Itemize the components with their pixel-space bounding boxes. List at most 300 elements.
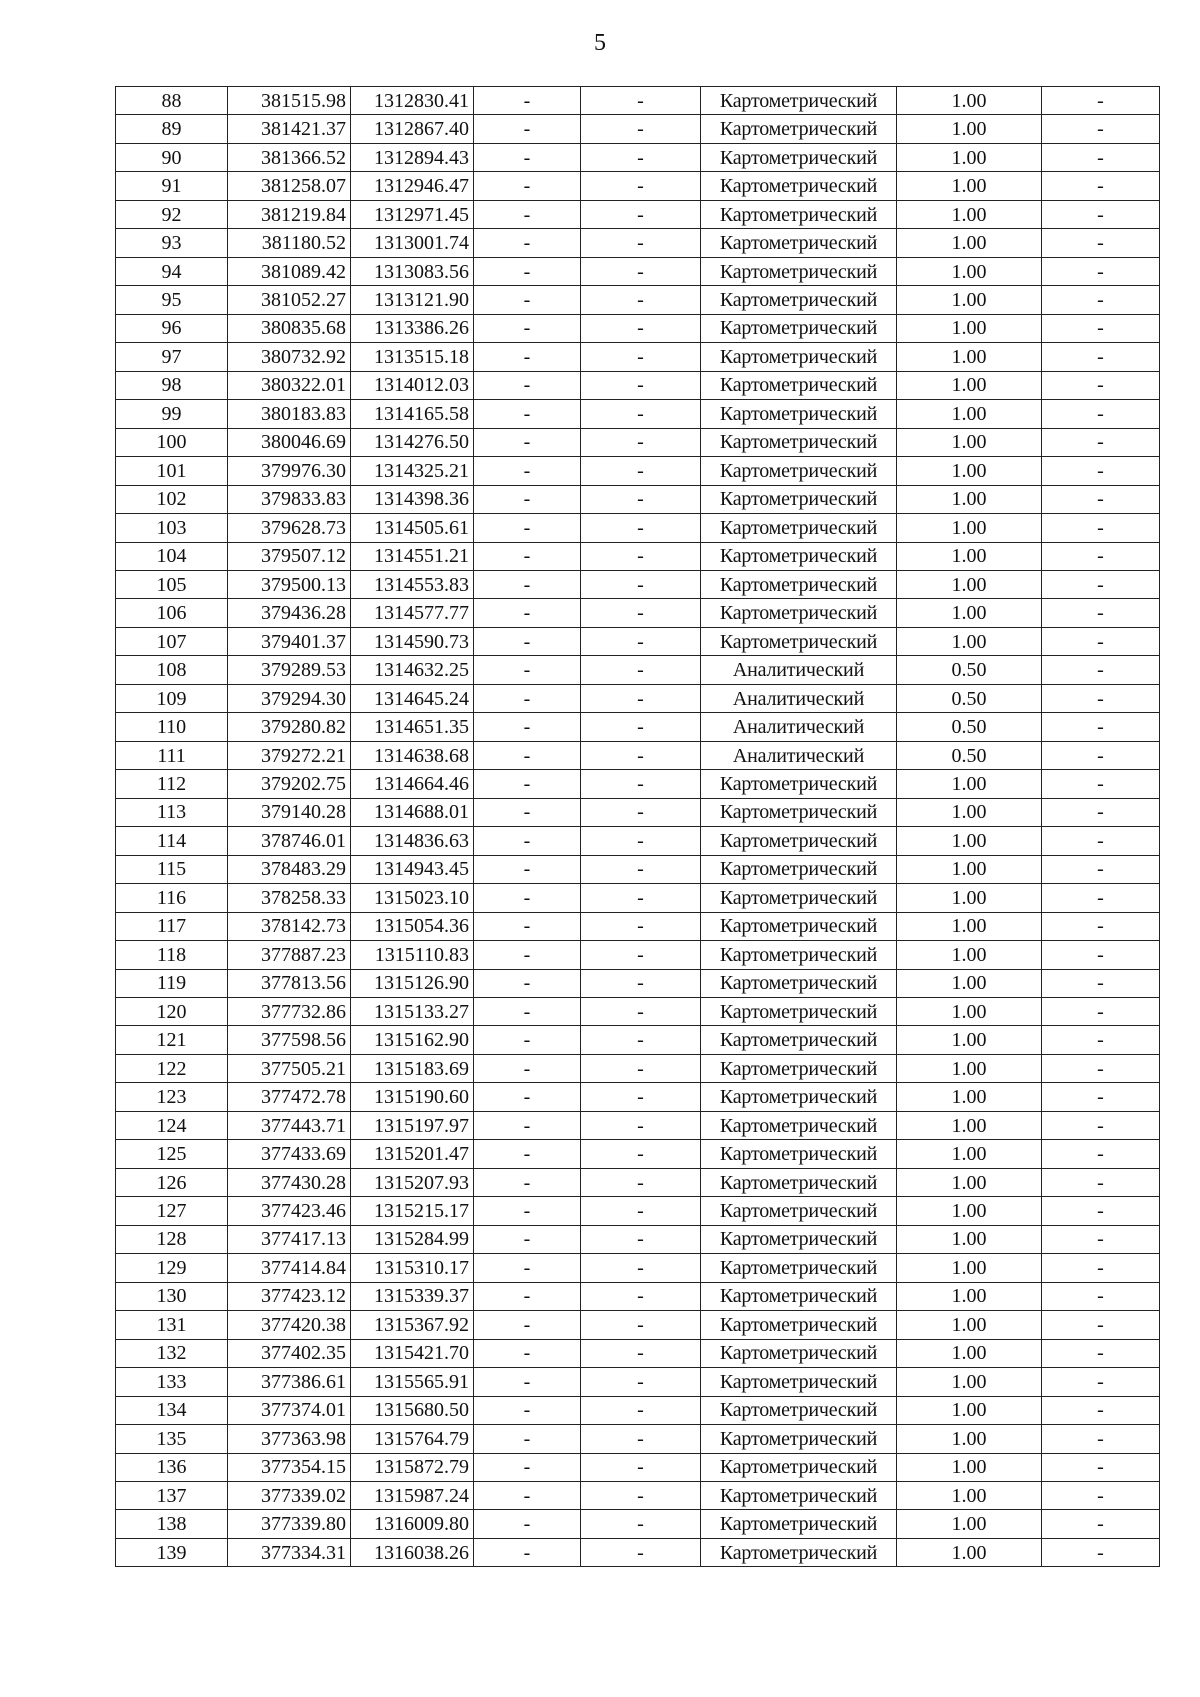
empty-cell-3: - (1042, 87, 1160, 115)
empty-cell-3: - (1042, 713, 1160, 741)
method-cell: Картометрический (701, 1054, 897, 1082)
empty-cell-1: - (474, 1538, 581, 1566)
empty-cell-3: - (1042, 542, 1160, 570)
y-coordinate-cell: 1315764.79 (351, 1425, 474, 1453)
accuracy-cell: 0.50 (897, 713, 1042, 741)
empty-cell-1: - (474, 599, 581, 627)
y-coordinate-cell: 1313515.18 (351, 343, 474, 371)
empty-cell-2: - (581, 314, 701, 342)
empty-cell-1: - (474, 570, 581, 598)
accuracy-cell: 1.00 (897, 542, 1042, 570)
table-row (116, 1538, 1160, 1566)
empty-cell-2: - (581, 713, 701, 741)
point-number-cell: 111 (116, 741, 228, 769)
method-cell: Аналитический (701, 656, 897, 684)
table-row (116, 1396, 1160, 1424)
point-number-cell: 105 (116, 570, 228, 598)
empty-cell-3: - (1042, 343, 1160, 371)
x-coordinate-cell: 379436.28 (228, 599, 351, 627)
empty-cell-1: - (474, 855, 581, 883)
point-number-cell: 133 (116, 1368, 228, 1396)
empty-cell-2: - (581, 969, 701, 997)
method-cell: Картометрический (701, 343, 897, 371)
y-coordinate-cell: 1314836.63 (351, 827, 474, 855)
x-coordinate-cell: 379507.12 (228, 542, 351, 570)
empty-cell-2: - (581, 1111, 701, 1139)
x-coordinate-cell: 377423.46 (228, 1197, 351, 1225)
empty-cell-3: - (1042, 1339, 1160, 1367)
x-coordinate-cell: 379289.53 (228, 656, 351, 684)
table-row (116, 1083, 1160, 1111)
empty-cell-3: - (1042, 200, 1160, 228)
empty-cell-3: - (1042, 229, 1160, 257)
point-number-cell: 116 (116, 884, 228, 912)
table-row (116, 798, 1160, 826)
table-row (116, 143, 1160, 171)
y-coordinate-cell: 1314551.21 (351, 542, 474, 570)
method-cell: Картометрический (701, 1311, 897, 1339)
accuracy-cell: 1.00 (897, 514, 1042, 542)
accuracy-cell: 1.00 (897, 1254, 1042, 1282)
empty-cell-2: - (581, 570, 701, 598)
coordinates-table (115, 86, 1160, 1567)
empty-cell-3: - (1042, 1140, 1160, 1168)
empty-cell-3: - (1042, 884, 1160, 912)
x-coordinate-cell: 379140.28 (228, 798, 351, 826)
empty-cell-1: - (474, 1481, 581, 1509)
y-coordinate-cell: 1315201.47 (351, 1140, 474, 1168)
x-coordinate-cell: 380183.83 (228, 400, 351, 428)
empty-cell-1: - (474, 1453, 581, 1481)
empty-cell-1: - (474, 314, 581, 342)
empty-cell-3: - (1042, 656, 1160, 684)
empty-cell-1: - (474, 770, 581, 798)
empty-cell-2: - (581, 1083, 701, 1111)
method-cell: Картометрический (701, 1425, 897, 1453)
empty-cell-3: - (1042, 998, 1160, 1026)
accuracy-cell: 1.00 (897, 172, 1042, 200)
table-row (116, 827, 1160, 855)
empty-cell-2: - (581, 1140, 701, 1168)
y-coordinate-cell: 1314165.58 (351, 400, 474, 428)
empty-cell-2: - (581, 912, 701, 940)
x-coordinate-cell: 379628.73 (228, 514, 351, 542)
y-coordinate-cell: 1314664.46 (351, 770, 474, 798)
x-coordinate-cell: 378258.33 (228, 884, 351, 912)
y-coordinate-cell: 1314688.01 (351, 798, 474, 826)
x-coordinate-cell: 380046.69 (228, 428, 351, 456)
x-coordinate-cell: 377374.01 (228, 1396, 351, 1424)
point-number-cell: 117 (116, 912, 228, 940)
x-coordinate-cell: 377472.78 (228, 1083, 351, 1111)
x-coordinate-cell: 379500.13 (228, 570, 351, 598)
empty-cell-2: - (581, 172, 701, 200)
table-row (116, 172, 1160, 200)
y-coordinate-cell: 1315023.10 (351, 884, 474, 912)
accuracy-cell: 1.00 (897, 229, 1042, 257)
table-row (116, 343, 1160, 371)
x-coordinate-cell: 377386.61 (228, 1368, 351, 1396)
method-cell: Картометрический (701, 229, 897, 257)
y-coordinate-cell: 1315339.37 (351, 1282, 474, 1310)
empty-cell-1: - (474, 1396, 581, 1424)
table-row (116, 1254, 1160, 1282)
y-coordinate-cell: 1315215.17 (351, 1197, 474, 1225)
y-coordinate-cell: 1314943.45 (351, 855, 474, 883)
method-cell: Картометрический (701, 1481, 897, 1509)
y-coordinate-cell: 1315126.90 (351, 969, 474, 997)
empty-cell-2: - (581, 286, 701, 314)
empty-cell-3: - (1042, 798, 1160, 826)
method-cell: Картометрический (701, 286, 897, 314)
x-coordinate-cell: 381180.52 (228, 229, 351, 257)
x-coordinate-cell: 377414.84 (228, 1254, 351, 1282)
method-cell: Картометрический (701, 884, 897, 912)
point-number-cell: 130 (116, 1282, 228, 1310)
y-coordinate-cell: 1314276.50 (351, 428, 474, 456)
point-number-cell: 106 (116, 599, 228, 627)
point-number-cell: 94 (116, 257, 228, 285)
point-number-cell: 103 (116, 514, 228, 542)
method-cell: Картометрический (701, 998, 897, 1026)
empty-cell-3: - (1042, 1453, 1160, 1481)
point-number-cell: 136 (116, 1453, 228, 1481)
empty-cell-2: - (581, 115, 701, 143)
x-coordinate-cell: 379202.75 (228, 770, 351, 798)
coordinates-table-body (116, 87, 1160, 1567)
point-number-cell: 118 (116, 941, 228, 969)
point-number-cell: 138 (116, 1510, 228, 1538)
empty-cell-1: - (474, 1168, 581, 1196)
empty-cell-2: - (581, 941, 701, 969)
empty-cell-2: - (581, 827, 701, 855)
point-number-cell: 90 (116, 143, 228, 171)
empty-cell-2: - (581, 627, 701, 655)
empty-cell-2: - (581, 485, 701, 513)
accuracy-cell: 1.00 (897, 1026, 1042, 1054)
x-coordinate-cell: 377334.31 (228, 1538, 351, 1566)
y-coordinate-cell: 1315183.69 (351, 1054, 474, 1082)
x-coordinate-cell: 377339.02 (228, 1481, 351, 1509)
empty-cell-3: - (1042, 172, 1160, 200)
x-coordinate-cell: 381089.42 (228, 257, 351, 285)
accuracy-cell: 1.00 (897, 1083, 1042, 1111)
empty-cell-1: - (474, 87, 581, 115)
empty-cell-2: - (581, 229, 701, 257)
table-row (116, 400, 1160, 428)
y-coordinate-cell: 1313386.26 (351, 314, 474, 342)
point-number-cell: 131 (116, 1311, 228, 1339)
x-coordinate-cell: 377887.23 (228, 941, 351, 969)
empty-cell-2: - (581, 1168, 701, 1196)
method-cell: Картометрический (701, 314, 897, 342)
empty-cell-1: - (474, 1425, 581, 1453)
empty-cell-3: - (1042, 741, 1160, 769)
point-number-cell: 102 (116, 485, 228, 513)
x-coordinate-cell: 379272.21 (228, 741, 351, 769)
point-number-cell: 109 (116, 684, 228, 712)
accuracy-cell: 1.00 (897, 1197, 1042, 1225)
y-coordinate-cell: 1315197.97 (351, 1111, 474, 1139)
accuracy-cell: 1.00 (897, 1453, 1042, 1481)
accuracy-cell: 1.00 (897, 570, 1042, 598)
table-row (116, 1054, 1160, 1082)
x-coordinate-cell: 381421.37 (228, 115, 351, 143)
empty-cell-2: - (581, 884, 701, 912)
empty-cell-3: - (1042, 115, 1160, 143)
empty-cell-3: - (1042, 855, 1160, 883)
empty-cell-2: - (581, 428, 701, 456)
table-row (116, 627, 1160, 655)
empty-cell-3: - (1042, 1168, 1160, 1196)
accuracy-cell: 1.00 (897, 969, 1042, 997)
table-row (116, 1026, 1160, 1054)
point-number-cell: 95 (116, 286, 228, 314)
accuracy-cell: 1.00 (897, 1225, 1042, 1253)
point-number-cell: 137 (116, 1481, 228, 1509)
empty-cell-2: - (581, 770, 701, 798)
x-coordinate-cell: 377420.38 (228, 1311, 351, 1339)
empty-cell-1: - (474, 884, 581, 912)
y-coordinate-cell: 1314577.77 (351, 599, 474, 627)
accuracy-cell: 1.00 (897, 1481, 1042, 1509)
point-number-cell: 134 (116, 1396, 228, 1424)
table-row (116, 1368, 1160, 1396)
y-coordinate-cell: 1313083.56 (351, 257, 474, 285)
table-row (116, 570, 1160, 598)
accuracy-cell: 1.00 (897, 1311, 1042, 1339)
x-coordinate-cell: 378142.73 (228, 912, 351, 940)
method-cell: Картометрический (701, 827, 897, 855)
accuracy-cell: 1.00 (897, 770, 1042, 798)
empty-cell-1: - (474, 1311, 581, 1339)
empty-cell-1: - (474, 656, 581, 684)
method-cell: Картометрический (701, 1197, 897, 1225)
empty-cell-2: - (581, 684, 701, 712)
empty-cell-1: - (474, 514, 581, 542)
table-row (116, 1168, 1160, 1196)
x-coordinate-cell: 377813.56 (228, 969, 351, 997)
method-cell: Картометрический (701, 143, 897, 171)
x-coordinate-cell: 381258.07 (228, 172, 351, 200)
y-coordinate-cell: 1314645.24 (351, 684, 474, 712)
method-cell: Картометрический (701, 969, 897, 997)
method-cell: Картометрический (701, 1168, 897, 1196)
x-coordinate-cell: 377732.86 (228, 998, 351, 1026)
point-number-cell: 98 (116, 371, 228, 399)
empty-cell-3: - (1042, 1111, 1160, 1139)
empty-cell-3: - (1042, 1481, 1160, 1509)
empty-cell-3: - (1042, 627, 1160, 655)
accuracy-cell: 1.00 (897, 1140, 1042, 1168)
empty-cell-1: - (474, 969, 581, 997)
y-coordinate-cell: 1315207.93 (351, 1168, 474, 1196)
accuracy-cell: 1.00 (897, 371, 1042, 399)
accuracy-cell: 0.50 (897, 656, 1042, 684)
point-number-cell: 115 (116, 855, 228, 883)
empty-cell-1: - (474, 1111, 581, 1139)
method-cell: Аналитический (701, 684, 897, 712)
empty-cell-3: - (1042, 599, 1160, 627)
point-number-cell: 128 (116, 1225, 228, 1253)
method-cell: Картометрический (701, 457, 897, 485)
table-row (116, 1510, 1160, 1538)
empty-cell-1: - (474, 798, 581, 826)
method-cell: Картометрический (701, 371, 897, 399)
empty-cell-3: - (1042, 371, 1160, 399)
table-row (116, 1225, 1160, 1253)
empty-cell-1: - (474, 684, 581, 712)
x-coordinate-cell: 377363.98 (228, 1425, 351, 1453)
point-number-cell: 88 (116, 87, 228, 115)
empty-cell-1: - (474, 428, 581, 456)
method-cell: Картометрический (701, 912, 897, 940)
method-cell: Картометрический (701, 798, 897, 826)
empty-cell-1: - (474, 1054, 581, 1082)
empty-cell-1: - (474, 542, 581, 570)
x-coordinate-cell: 381052.27 (228, 286, 351, 314)
empty-cell-3: - (1042, 143, 1160, 171)
table-row (116, 1311, 1160, 1339)
table-row (116, 1140, 1160, 1168)
point-number-cell: 113 (116, 798, 228, 826)
point-number-cell: 107 (116, 627, 228, 655)
accuracy-cell: 1.00 (897, 1368, 1042, 1396)
y-coordinate-cell: 1314638.68 (351, 741, 474, 769)
table-row (116, 969, 1160, 997)
empty-cell-2: - (581, 656, 701, 684)
empty-cell-1: - (474, 286, 581, 314)
point-number-cell: 122 (116, 1054, 228, 1082)
method-cell: Картометрический (701, 1368, 897, 1396)
accuracy-cell: 1.00 (897, 286, 1042, 314)
empty-cell-2: - (581, 1339, 701, 1367)
point-number-cell: 119 (116, 969, 228, 997)
empty-cell-2: - (581, 1254, 701, 1282)
empty-cell-3: - (1042, 1425, 1160, 1453)
accuracy-cell: 1.00 (897, 1054, 1042, 1082)
empty-cell-1: - (474, 998, 581, 1026)
point-number-cell: 112 (116, 770, 228, 798)
table-row (116, 514, 1160, 542)
point-number-cell: 93 (116, 229, 228, 257)
table-row (116, 1425, 1160, 1453)
method-cell: Картометрический (701, 941, 897, 969)
method-cell: Картометрический (701, 172, 897, 200)
table-row (116, 770, 1160, 798)
method-cell: Картометрический (701, 1453, 897, 1481)
accuracy-cell: 1.00 (897, 1425, 1042, 1453)
accuracy-cell: 1.00 (897, 941, 1042, 969)
point-number-cell: 121 (116, 1026, 228, 1054)
accuracy-cell: 1.00 (897, 257, 1042, 285)
accuracy-cell: 1.00 (897, 87, 1042, 115)
accuracy-cell: 1.00 (897, 827, 1042, 855)
point-number-cell: 125 (116, 1140, 228, 1168)
point-number-cell: 127 (116, 1197, 228, 1225)
empty-cell-1: - (474, 200, 581, 228)
x-coordinate-cell: 379294.30 (228, 684, 351, 712)
empty-cell-1: - (474, 1368, 581, 1396)
accuracy-cell: 1.00 (897, 1339, 1042, 1367)
point-number-cell: 96 (116, 314, 228, 342)
point-number-cell: 129 (116, 1254, 228, 1282)
point-number-cell: 120 (116, 998, 228, 1026)
table-row (116, 286, 1160, 314)
empty-cell-2: - (581, 1510, 701, 1538)
table-row (116, 200, 1160, 228)
x-coordinate-cell: 377354.15 (228, 1453, 351, 1481)
method-cell: Картометрический (701, 770, 897, 798)
method-cell: Картометрический (701, 115, 897, 143)
point-number-cell: 108 (116, 656, 228, 684)
y-coordinate-cell: 1312946.47 (351, 172, 474, 200)
y-coordinate-cell: 1315054.36 (351, 912, 474, 940)
empty-cell-2: - (581, 798, 701, 826)
y-coordinate-cell: 1316009.80 (351, 1510, 474, 1538)
empty-cell-2: - (581, 1054, 701, 1082)
y-coordinate-cell: 1315872.79 (351, 1453, 474, 1481)
y-coordinate-cell: 1315367.92 (351, 1311, 474, 1339)
empty-cell-2: - (581, 200, 701, 228)
empty-cell-1: - (474, 912, 581, 940)
accuracy-cell: 1.00 (897, 400, 1042, 428)
empty-cell-1: - (474, 229, 581, 257)
y-coordinate-cell: 1314632.25 (351, 656, 474, 684)
accuracy-cell: 1.00 (897, 1538, 1042, 1566)
point-number-cell: 92 (116, 200, 228, 228)
y-coordinate-cell: 1315565.91 (351, 1368, 474, 1396)
empty-cell-1: - (474, 400, 581, 428)
empty-cell-3: - (1042, 1225, 1160, 1253)
method-cell: Картометрический (701, 570, 897, 598)
y-coordinate-cell: 1316038.26 (351, 1538, 474, 1566)
table-row (116, 371, 1160, 399)
empty-cell-2: - (581, 87, 701, 115)
table-row (116, 684, 1160, 712)
empty-cell-1: - (474, 741, 581, 769)
x-coordinate-cell: 379401.37 (228, 627, 351, 655)
point-number-cell: 110 (116, 713, 228, 741)
table-row (116, 485, 1160, 513)
x-coordinate-cell: 380732.92 (228, 343, 351, 371)
x-coordinate-cell: 381366.52 (228, 143, 351, 171)
accuracy-cell: 1.00 (897, 1282, 1042, 1310)
accuracy-cell: 1.00 (897, 457, 1042, 485)
empty-cell-1: - (474, 627, 581, 655)
x-coordinate-cell: 378483.29 (228, 855, 351, 883)
empty-cell-1: - (474, 1510, 581, 1538)
method-cell: Картометрический (701, 1538, 897, 1566)
point-number-cell: 139 (116, 1538, 228, 1566)
accuracy-cell: 1.00 (897, 1168, 1042, 1196)
x-coordinate-cell: 381219.84 (228, 200, 351, 228)
x-coordinate-cell: 379280.82 (228, 713, 351, 741)
method-cell: Картометрический (701, 485, 897, 513)
empty-cell-1: - (474, 115, 581, 143)
empty-cell-2: - (581, 855, 701, 883)
table-row (116, 314, 1160, 342)
point-number-cell: 123 (116, 1083, 228, 1111)
table-row (116, 656, 1160, 684)
empty-cell-1: - (474, 485, 581, 513)
y-coordinate-cell: 1314553.83 (351, 570, 474, 598)
empty-cell-3: - (1042, 1538, 1160, 1566)
empty-cell-2: - (581, 1453, 701, 1481)
method-cell: Картометрический (701, 400, 897, 428)
x-coordinate-cell: 377402.35 (228, 1339, 351, 1367)
method-cell: Картометрический (701, 1026, 897, 1054)
